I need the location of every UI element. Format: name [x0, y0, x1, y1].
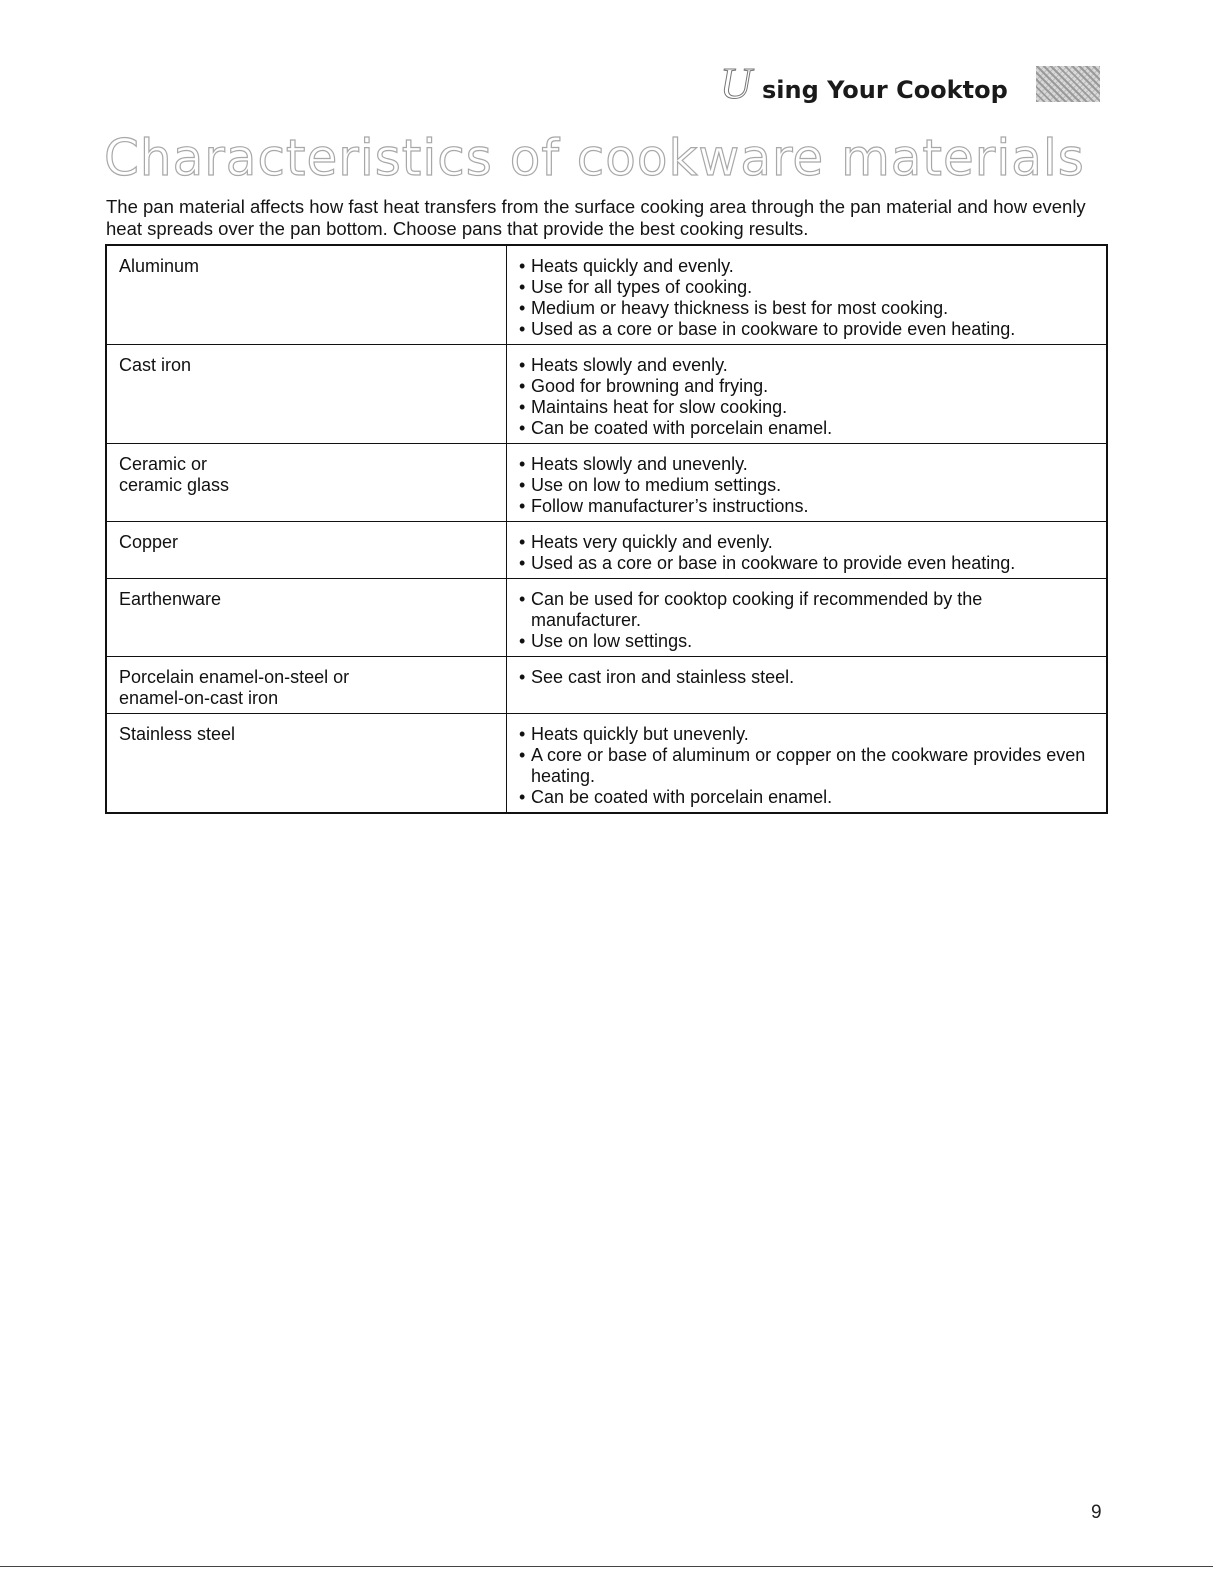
property-item — [518, 667, 1094, 688]
properties-cell — [507, 444, 1108, 522]
material-name: Stainless steel — [119, 724, 236, 744]
material-name: Ceramic or ceramic glass — [119, 454, 230, 495]
property-text: See cast iron and stainless steel. — [531, 667, 795, 687]
material-name: Copper — [119, 532, 179, 552]
property-text: Can be coated with porcelain enamel. — [531, 418, 833, 438]
table-row — [106, 714, 1107, 814]
bullet-icon: • — [519, 724, 526, 744]
property-item — [518, 319, 1094, 340]
properties-cell — [507, 522, 1108, 579]
material-cell — [106, 522, 507, 579]
page-number: 9 — [1091, 1502, 1102, 1523]
property-text: Used as a core or base in cookware to provide even heating. — [531, 553, 1016, 573]
intro-paragraph: The pan material affects how fast heat transfers from the surface cooking area through the pan material and how evenly heat spreads over the pan bottom. Choose pans that provide the best cooking results. — [106, 196, 1086, 239]
property-item — [518, 589, 1094, 631]
bullet-icon: • — [519, 553, 526, 573]
bullet-icon: • — [519, 319, 526, 339]
table-row — [106, 657, 1107, 714]
properties-cell — [507, 245, 1108, 345]
table-row — [106, 245, 1107, 345]
cookware-materials-table — [105, 244, 1108, 814]
bullet-icon: • — [519, 376, 526, 396]
properties-cell — [507, 345, 1108, 444]
property-text: A core or base of aluminum or copper on the cookware provides even heating. — [531, 745, 1086, 786]
material-name: Aluminum — [119, 256, 200, 276]
property-item — [518, 475, 1094, 496]
material-cell — [106, 444, 507, 522]
header-pattern-decoration — [1036, 66, 1100, 102]
bullet-icon: • — [519, 256, 526, 276]
table-row — [106, 579, 1107, 657]
bullet-icon: • — [519, 418, 526, 438]
property-text: Use on low to medium settings. — [531, 475, 782, 495]
bullet-icon: • — [519, 745, 526, 765]
property-item — [518, 787, 1094, 808]
header-title: sing Your Cooktop — [762, 76, 1008, 104]
property-item — [518, 724, 1094, 745]
bullet-icon: • — [519, 631, 526, 651]
table-row — [106, 522, 1107, 579]
property-item — [518, 277, 1094, 298]
property-text: Heats quickly and evenly. — [531, 256, 734, 276]
property-item — [518, 496, 1094, 517]
property-text: Medium or heavy thickness is best for most cooking. — [531, 298, 949, 318]
property-text: Heats very quickly and evenly. — [531, 532, 773, 552]
bullet-icon: • — [519, 532, 526, 552]
section-header — [720, 59, 1120, 112]
page-title: Characteristics of cookware materials — [104, 129, 1085, 187]
property-text: Maintains heat for slow cooking. — [531, 397, 788, 417]
material-name: Earthenware — [119, 589, 222, 609]
property-text: Follow manufacturer’s instructions. — [531, 496, 809, 516]
properties-cell — [507, 657, 1108, 714]
bottom-rule — [0, 1566, 1213, 1567]
header-initial-letter: U — [720, 59, 750, 108]
property-text: Can be coated with porcelain enamel. — [531, 787, 833, 807]
material-cell — [106, 579, 507, 657]
property-text: Good for browning and frying. — [531, 376, 769, 396]
bullet-icon: • — [519, 475, 526, 495]
property-text: Used as a core or base in cookware to provide even heating. — [531, 319, 1016, 339]
bullet-icon: • — [519, 298, 526, 318]
material-cell — [106, 345, 507, 444]
property-item — [518, 745, 1094, 787]
material-name: Cast iron — [119, 355, 192, 375]
property-item — [518, 256, 1094, 277]
properties-cell — [507, 714, 1108, 814]
bullet-icon: • — [519, 787, 526, 807]
bullet-icon: • — [519, 277, 526, 297]
bullet-icon: • — [519, 397, 526, 417]
material-cell — [106, 245, 507, 345]
property-text: Heats slowly and unevenly. — [531, 454, 748, 474]
bullet-icon: • — [519, 454, 526, 474]
bullet-icon: • — [519, 496, 526, 516]
property-item — [518, 418, 1094, 439]
property-text: Use on low settings. — [531, 631, 693, 651]
property-item — [518, 454, 1094, 475]
material-cell — [106, 714, 507, 814]
table-row — [106, 444, 1107, 522]
property-text: Heats slowly and evenly. — [531, 355, 728, 375]
property-item — [518, 355, 1094, 376]
properties-cell — [507, 579, 1108, 657]
property-item — [518, 532, 1094, 553]
property-item — [518, 376, 1094, 397]
material-cell — [106, 657, 507, 714]
property-item — [518, 631, 1094, 652]
property-text: Can be used for cooktop cooking if recommended by the manufacturer. — [531, 589, 983, 630]
property-item — [518, 298, 1094, 319]
bullet-icon: • — [519, 667, 526, 687]
table-row — [106, 345, 1107, 444]
property-item — [518, 397, 1094, 418]
property-item — [518, 553, 1094, 574]
property-text: Heats quickly but unevenly. — [531, 724, 749, 744]
material-name: Porcelain enamel-on-steel or enamel-on-cast iron — [119, 667, 350, 708]
property-text: Use for all types of cooking. — [531, 277, 753, 297]
materials-table-body — [106, 245, 1107, 813]
bullet-icon: • — [519, 355, 526, 375]
bullet-icon: • — [519, 589, 526, 609]
